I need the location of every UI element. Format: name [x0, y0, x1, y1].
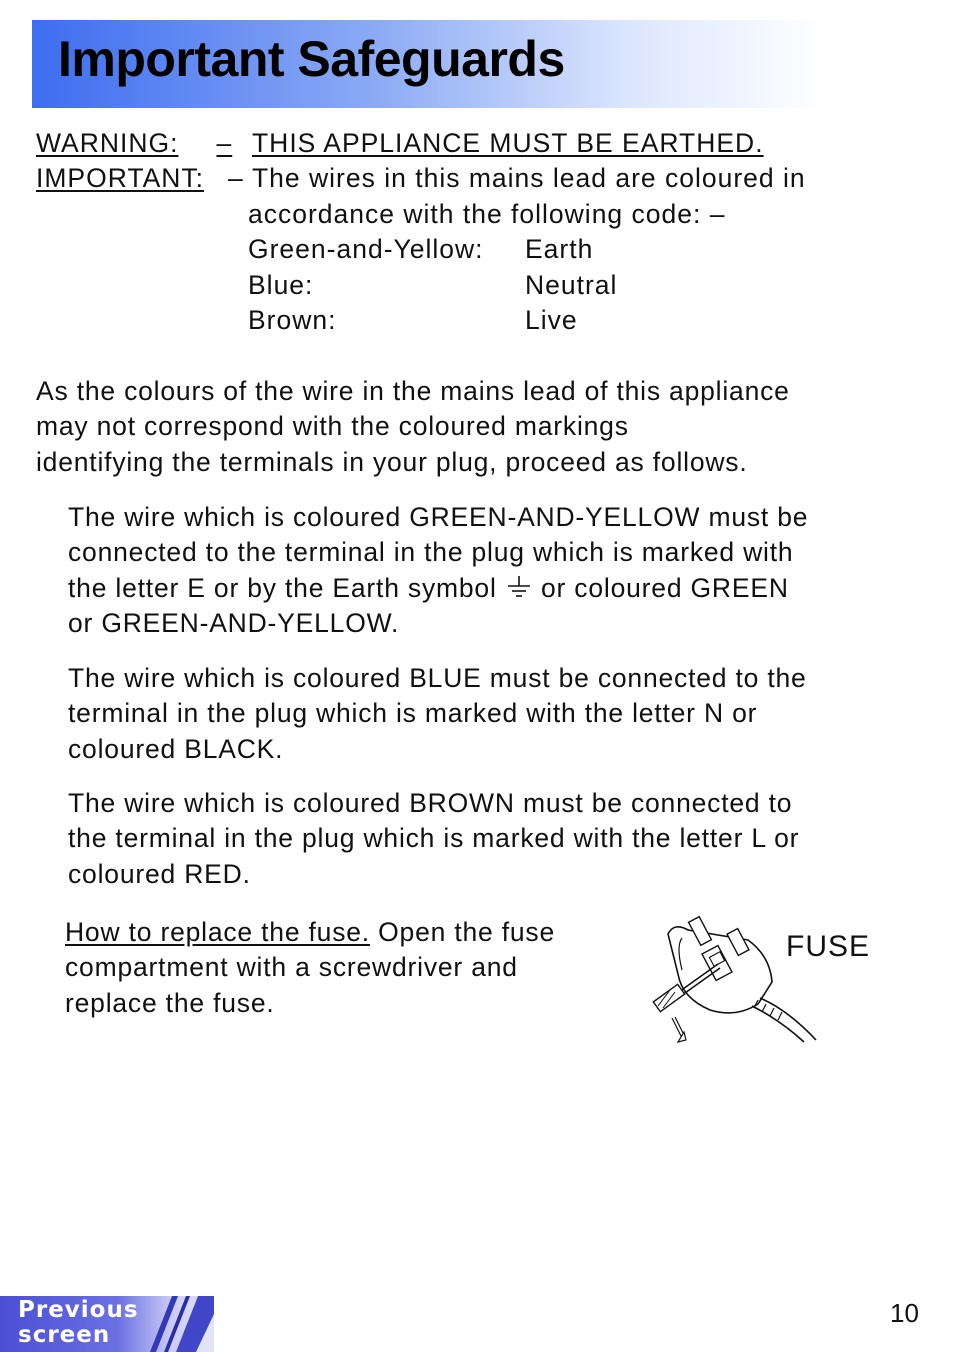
- warning-label: WARNING:: [36, 128, 179, 158]
- code-wire-green-yellow: Green-and-Yellow:: [248, 234, 484, 264]
- code-meaning-live: Live: [525, 305, 578, 335]
- fuse-instructions: How to replace the fuse. Open the fuse compartment with a screwdriver and replace the fuse.: [65, 917, 556, 1018]
- brown-paragraph: The wire which is coloured BROWN must be connected to the terminal in the plug which is marked with the letter L or coloured RED.: [68, 788, 800, 889]
- code-wire-brown: Brown:: [248, 305, 337, 335]
- earth-symbol-icon: [505, 575, 533, 599]
- fuse-heading: How to replace the fuse.: [65, 917, 370, 947]
- fuse-label: FUSE: [786, 930, 871, 963]
- warning-text: THIS APPLIANCE MUST BE EARTHED.: [252, 128, 764, 158]
- important-text-2: accordance with the following code: –: [248, 199, 726, 229]
- previous-screen-button[interactable]: [0, 1296, 214, 1352]
- code-wire-blue: Blue:: [248, 270, 314, 300]
- green-yellow-paragraph: The wire which is coloured GREEN-AND-YELLOW must be connected to the terminal in the plug which is marked with the letter E or by the Earth symbol or coloured GREEN or GREEN-AND-YELLOW.: [68, 502, 809, 638]
- warning-line: [36, 126, 232, 160]
- title-banner: [32, 20, 822, 108]
- blue-paragraph: The wire which is coloured BLUE must be connected to the terminal in the plug which is marked with the letter N or coloured BLACK.: [68, 663, 807, 764]
- code-meaning-earth: Earth: [525, 234, 594, 264]
- previous-screen-label: Previous screen: [18, 1297, 139, 1348]
- important-text-1: The wires in this mains lead are coloured in: [252, 163, 806, 193]
- code-meaning-neutral: Neutral: [525, 270, 618, 300]
- intro-paragraph: As the colours of the wire in the mains lead of this appliance may not correspond with the coloured markings identifying the terminals in your plug, proceed as follows.: [36, 376, 790, 477]
- page-number: 10: [890, 1298, 919, 1328]
- page-title: Important Safeguards: [58, 31, 565, 87]
- important-label: IMPORTANT:: [36, 163, 205, 193]
- important-dash: –: [228, 163, 244, 193]
- warning-dash: –: [216, 128, 233, 158]
- important-line: [36, 161, 204, 195]
